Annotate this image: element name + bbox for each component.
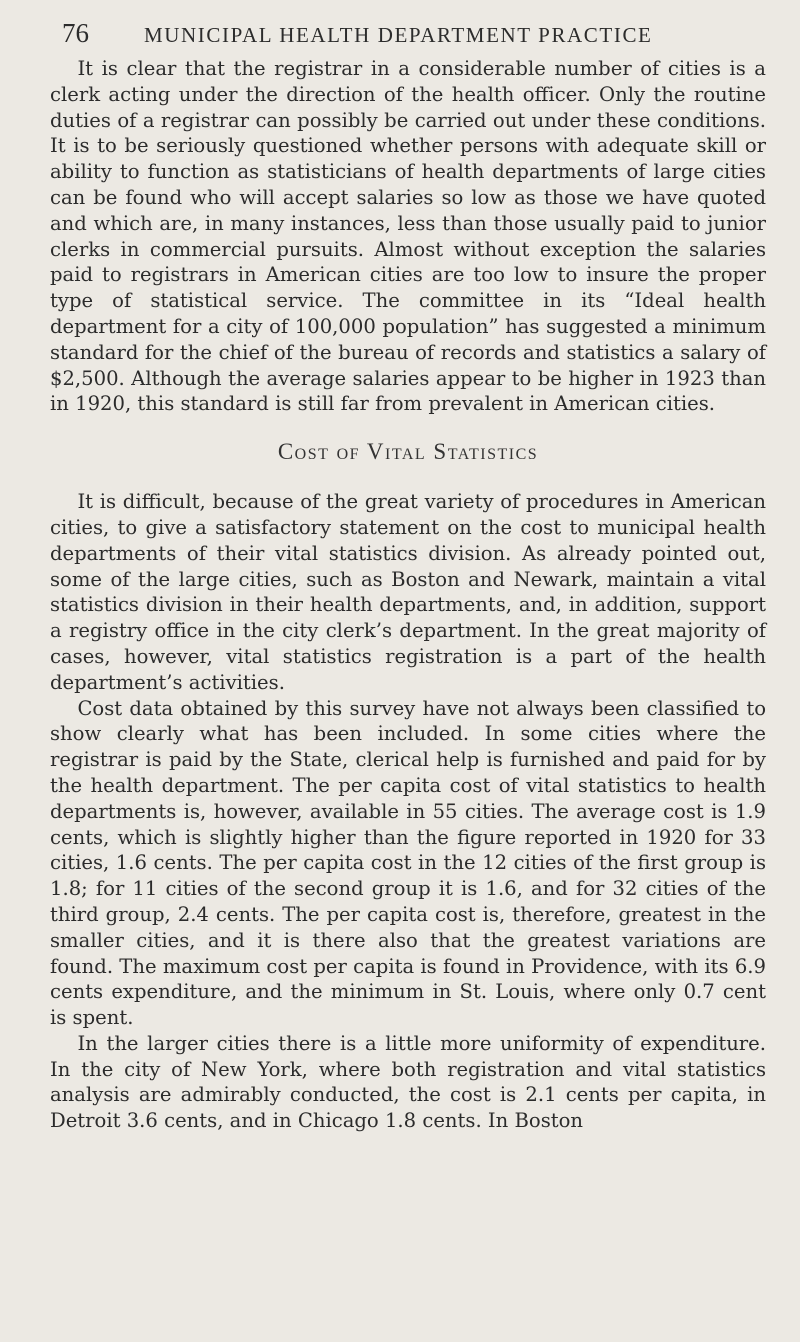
running-head: [62, 18, 762, 50]
paragraph-cost-difficulty: It is difficult, because of the great variety of procedures in American cities, to give a satisfactory statement on the cost to municipal health departments of their vital statistics division. As already pointed out, some of the large cities, such as Boston and Newark, maintain a vital statistics division in their health departments, and, in addition, support a registry office in the city clerk’s department. In the great majority of cases, however, vital statistics registration is a part of the health department’s activities.: [50, 490, 766, 694]
body-text: [50, 56, 766, 1134]
paragraph-salaries: It is clear that the registrar in a considerable number of cities is a clerk acting under the direction of the health officer. Only the routine duties of a registrar can possibly be carried out under these conditions. It is to be seriously questioned whether persons with adequate skill or ability to function as statisticians of health departments of large cities can be found who will accept salaries so low as those we have quoted and which are, in many instances, less than those usually paid to junior clerks in commercial pursuits. Almost without exception the salaries paid to registrars in American cities are too low to insure the proper type of statistical service. The committee in its “Ideal health department for a city of 100,000 population” has suggested a minimum standard for the chief of the bureau of records and statistics a salary of $2,500. Although the average salaries appear to be higher in 1923 than in 1920, this standard is still far from prevalent in American cities.: [50, 57, 766, 416]
paragraph-cost-data: Cost data obtained by this survey have not always been classified to show clearly what has been included. In some cities where the registrar is paid by the State, clerical help is furnished and paid for by the health department. The per capita cost of vital statistics to health departments is, however, available in 55 cities. The average cost is 1.9 cents, which is slightly higher than the figure reported in 1920 for 33 cities, 1.6 cents. The per capita cost in the 12 cities of the first group is 1.8; for 11 cities of the second group it is 1.6, and for 32 cities of the third group, 2.4 cents. The per capita cost is, therefore, greatest in the smaller cities, and it is there also that the greatest variations are found. The maximum cost per capita is found in Providence, with its 6.9 cents expenditure, and the minimum in St. Louis, where only 0.7 cent is spent.: [50, 696, 766, 1030]
paragraph-larger-cities: In the larger cities there is a little more uniformity of expenditure. In the city of New York, where both registration and vital statistics analysis are admirably conducted, the cost is 2.1 cents per capita, in Detroit 3.6 cents, and in Chicago 1.8 cents. In Boston: [50, 1031, 766, 1133]
page-number: 76: [62, 18, 89, 48]
section-heading: Cost of Vital Statistics: [277, 439, 539, 465]
running-title: MUNICIPAL HEALTH DEPARTMENT PRACTICE: [144, 23, 653, 47]
